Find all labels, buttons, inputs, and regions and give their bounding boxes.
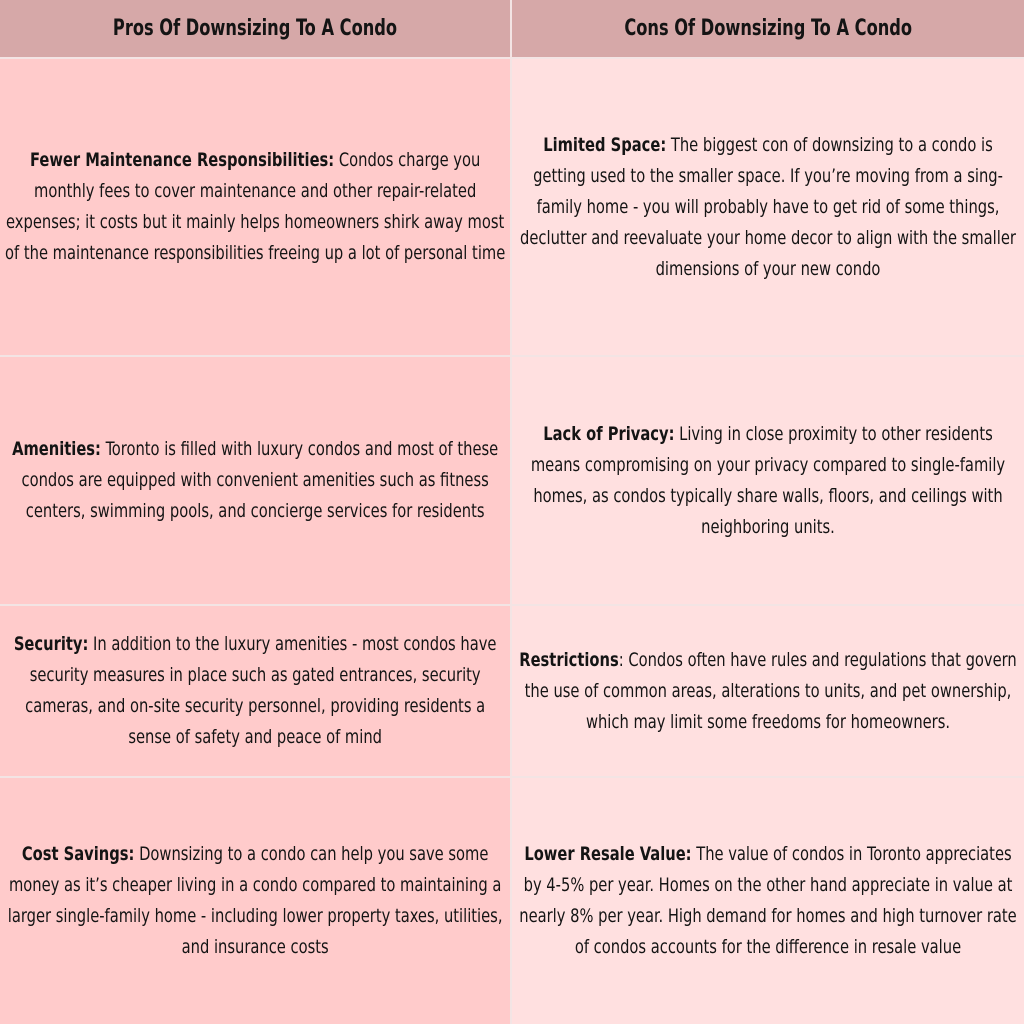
pro-label: Security:: [13, 633, 89, 655]
con-cell-privacy: [512, 357, 1024, 606]
pro-cell-security: [0, 606, 512, 778]
con-text: [519, 645, 1018, 738]
con-text: [519, 419, 1018, 543]
con-cell-limited-space: [512, 59, 1024, 357]
pros-column-header: [0, 0, 512, 59]
pro-cell-amenities: [0, 357, 512, 606]
pro-cell-cost-savings: [0, 778, 512, 1024]
pros-column-title: Pros Of Downsizing To A Condo: [112, 15, 398, 41]
con-text: [519, 839, 1018, 963]
con-cell-resale-value: [512, 778, 1024, 1024]
pro-description: In addition to the luxury amenities - most condos have security measures in place such as gated entrances, security cameras, and on-site security personnel, providing residents a sense of safety and peace of mind: [24, 633, 497, 748]
con-description: The value of condos in Toronto appreciates by 4-5% per year. Homes on the other hand appreciate in value at nearly 8% per year. High demand for homes and high turnover rate of condos accounts for the difference in resale value: [519, 843, 1017, 958]
con-label: Limited Space:: [543, 133, 667, 156]
pro-label: Fewer Maintenance Responsibilities:: [29, 149, 335, 171]
pro-text: [5, 434, 506, 527]
pro-text: [5, 839, 506, 963]
pro-text: [5, 629, 506, 753]
con-cell-restrictions: [512, 606, 1024, 778]
pro-text: [5, 145, 506, 269]
con-label: Lack of Privacy:: [543, 422, 675, 445]
con-description: : Condos often have rules and regulations that govern the use of common areas, alterations to units, and pet ownership, which may limit some freedoms for homeowners.: [524, 648, 1017, 733]
cons-column-title: Cons Of Downsizing To A Condo: [624, 15, 912, 41]
con-description: The biggest con of downsizing to a condo is getting used to the smaller space. If you’re moving from a sing-family home - you will probably have to get rid of some things, declutter and reevaluate your home decor to align with the smaller dimensions of your new condo: [520, 133, 1016, 280]
con-text: [519, 130, 1018, 285]
pro-label: Cost Savings:: [21, 843, 135, 865]
con-label: Lower Resale Value:: [524, 843, 692, 865]
pro-description: Condos charge you monthly fees to cover maintenance and other repair-related expenses; it costs but it mainly helps homeowners shirk away most of the maintenance responsibilities freeing up a lot of personal time: [4, 149, 506, 264]
cons-column-header: [512, 0, 1024, 59]
con-label: Restrictions: [519, 648, 619, 671]
pro-description: Downsizing to a condo can help you save some money as it’s cheaper living in a condo compared to maintaining a larger single-family home - including lower property taxes, utilities, and insurance costs: [7, 843, 503, 958]
pro-cell-maintenance: [0, 59, 512, 357]
pro-label: Amenities:: [11, 438, 101, 460]
pro-description: Toronto is filled with luxury condos and most of these condos are equipped with convenient amenities such as fitness centers, swimming pools, and concierge services for residents: [21, 438, 499, 522]
con-description: Living in close proximity to other residents means compromising on your privacy compared to single-family homes, as condos typically share walls, floors, and ceilings with neighboring units.: [530, 422, 1006, 538]
